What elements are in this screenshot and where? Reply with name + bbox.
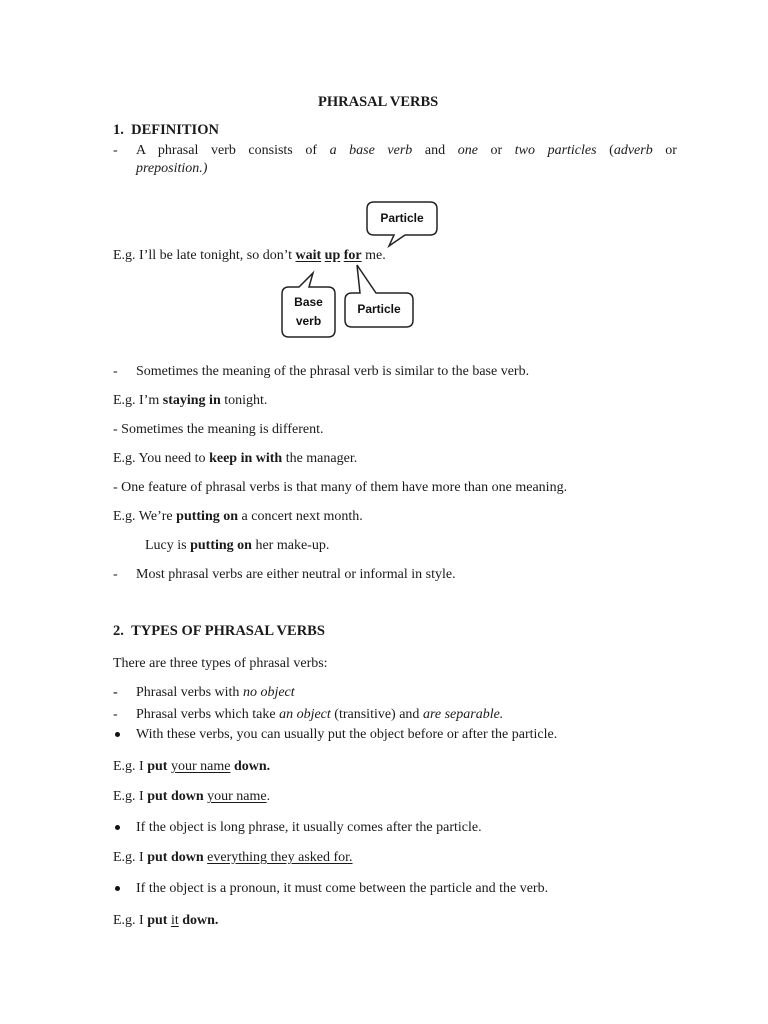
types-intro: There are three types of phrasal verbs: [113,656,328,671]
base-verb-label-line-1: Base [294,295,323,309]
example-putting-on-makeup: Lucy is putting on her make-up. [145,538,330,553]
similar-meaning-text: Sometimes the meaning of the phrasal verb is similar to the base verb. [136,364,530,379]
example-staying-in: E.g. I’m staying in tonight. [113,393,268,408]
style-text: Most phrasal verbs are either neutral or informal in style. [136,567,456,582]
example-put-it-down: E.g. I put it down. [113,913,219,928]
definition-line-1: A phrasal verb consists of a base verb and one or two particles (adverb or [136,143,677,158]
definition-dash: - [113,143,118,158]
section-2-heading: 2. TYPES OF PHRASAL VERBS [113,623,325,639]
bullet-pronoun-text: If the object is a pronoun, it must come between the particle and the verb. [136,881,549,896]
example-put-down-everything: E.g. I put down everything they asked for. [113,850,353,865]
type-1-dash: - [113,685,118,700]
example-keep-in-with: E.g. You need to keep in with the manager. [113,451,358,466]
example-wait-up-for: E.g. I’ll be late tonight, so don’t wait up for me. [113,248,386,263]
particle-top-label: Particle [380,211,424,225]
bullet-long-phrase-text: If the object is long phrase, it usually comes after the particle. [136,820,482,835]
bullet-dot [115,886,120,891]
style-dash: - [113,567,118,582]
bullet-dot [115,732,120,737]
bullet-dot [115,825,120,830]
base-verb-label-line-2: verb [295,314,322,328]
bullet-before-after-text: With these verbs, you can usually put the object before or after the particle. [136,727,558,742]
example-put-your-name-down: E.g. I put your name down. [113,759,271,774]
section-1-heading: 1. DEFINITION [113,122,219,138]
example-put-down-your-name: E.g. I put down your name. [113,789,271,804]
page-title: PHRASAL VERBS [318,94,439,110]
definition-line-2: preposition.) [136,161,208,176]
example-putting-on-concert: E.g. We’re putting on a concert next month. [113,509,363,524]
type-2-text: Phrasal verbs which take an object (transitive) and are separable. [136,707,504,722]
multiple-meanings-text: - One feature of phrasal verbs is that many of them have more than one meaning. [113,480,568,495]
particle-bottom-label: Particle [357,302,401,316]
similar-meaning-dash: - [113,364,118,379]
type-2-dash: - [113,707,118,722]
type-1-text: Phrasal verbs with no object [136,685,295,700]
different-meaning-text: - Sometimes the meaning is different. [113,422,324,437]
